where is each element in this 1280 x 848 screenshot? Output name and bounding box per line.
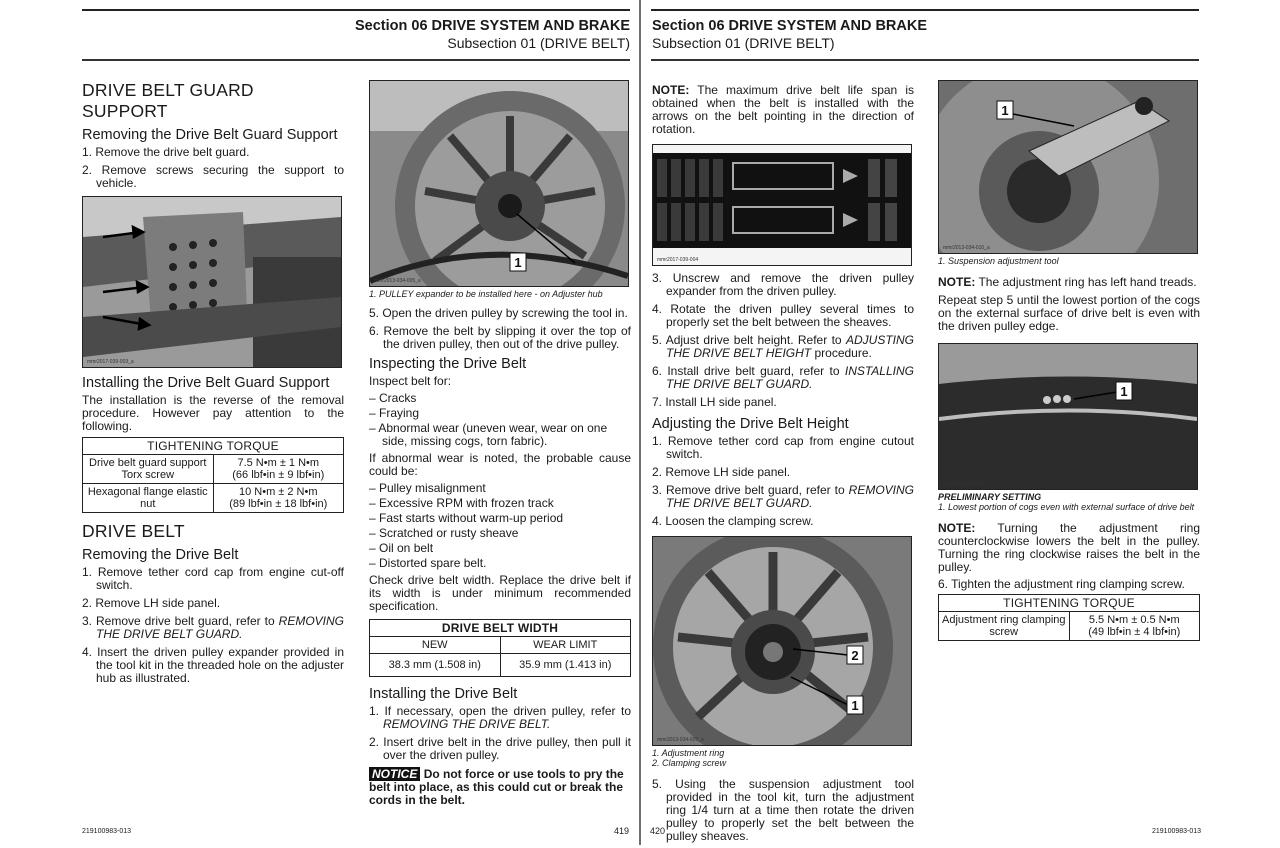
table-row — [83, 455, 344, 484]
heading-installing-guard-support: Installing the Drive Belt Guard Support — [82, 375, 330, 391]
footer-code: 219100983-013 — [1152, 828, 1202, 835]
header-bottom-rule — [651, 59, 1199, 61]
figure-code: mmr2017-039-004 — [657, 257, 699, 263]
section-title: Section 06 DRIVE SYSTEM AND BRAKE — [652, 18, 928, 34]
installing-text: The installation is the reverse of the removal procedure. However pay attention to the following. — [82, 393, 344, 433]
note: NOTE: Turning the adjustment ring counterclockwise lowers the belt in the pulley. Turning the ring clockwise raises the belt in the pulley. — [938, 521, 1200, 574]
step: 5. Open the driven pulley by screwing the tool in. — [369, 306, 628, 320]
section-title: Section 06 DRIVE SYSTEM AND BRAKE — [354, 18, 630, 34]
header-top-rule — [651, 9, 1199, 11]
left-page — [0, 0, 640, 845]
table-title: DRIVE BELT WIDTH — [370, 620, 631, 637]
callout-number: 1 — [514, 255, 522, 270]
inspect-list — [369, 392, 631, 448]
cause-list — [369, 482, 631, 570]
cross-reference-link[interactable]: REMOVING THE DRIVE BELT. — [383, 717, 551, 731]
table-cell: 35.9 mm (1.413 in) — [500, 654, 631, 677]
subsection-title: Subsection 01 (DRIVE BELT) — [652, 35, 835, 51]
step: 6. Remove the belt by slipping it over the top of the driven pulley, then out of the drive pulley. — [369, 324, 631, 351]
drive-belt-width-table — [369, 619, 631, 677]
right-page — [640, 0, 1280, 845]
tightening-torque-table — [938, 594, 1200, 641]
figure-guard-support-screws — [82, 196, 342, 368]
list-item: – Pulley misalignment — [369, 481, 486, 495]
figure-caption-title: PRELIMINARY SETTING — [938, 492, 1042, 502]
list-item: – Cracks — [369, 391, 417, 405]
figure-caption: 1. Adjustment ring — [652, 748, 725, 758]
cross-reference-link[interactable]: REMOVING THE DRIVE BELT GUARD. — [96, 614, 344, 641]
column-header: WEAR LIMIT — [500, 637, 631, 654]
right-column-1 — [652, 84, 914, 848]
step: 4. Loosen the clamping screw. — [652, 514, 814, 528]
figure-code: mmr2013-034-005_a — [374, 278, 421, 284]
figure-code: mmr2013-034-009_a — [657, 737, 704, 743]
step: 2. Insert drive belt in the drive pulley, then pull it over the driven pulley. — [369, 735, 631, 762]
torque-item: Drive belt guard support Torx screw — [83, 455, 214, 484]
step: 4. Rotate the driven pulley several times to properly set the belt between the sheaves. — [652, 302, 914, 329]
subsection-title: Subsection 01 (DRIVE BELT) — [447, 35, 630, 51]
step: 6. Tighten the adjustment ring clamping screw. — [938, 577, 1185, 591]
torque-item: Adjustment ring clamping screw — [939, 612, 1070, 641]
figure-caption: 1. PULLEY expander to be installed here - on Adjuster hub — [369, 289, 603, 299]
step: 2. Remove screws securing the support to vehicle. — [82, 163, 344, 190]
callout-number: 1 — [851, 698, 859, 713]
table-row — [370, 654, 631, 677]
table-title: TIGHTENING TORQUE — [83, 438, 344, 455]
step: 1. Remove tether cord cap from engine cutout switch. — [652, 434, 914, 461]
tightening-torque-table — [82, 437, 344, 513]
cross-reference-link[interactable]: REMOVING THE DRIVE BELT GUARD. — [666, 483, 914, 510]
callout-number: 1 — [1120, 384, 1128, 399]
heading-removing-guard-support: Removing the Drive Belt Guard Support — [82, 127, 338, 143]
table-cell: 38.3 mm (1.508 in) — [370, 654, 501, 677]
figure-caption: 1. Lowest portion of cogs even with external surface of drive belt — [938, 502, 1195, 512]
repeat-step-text: Repeat step 5 until the lowest portion of the cogs on the external surface of drive belt is even with the driven pulley edge. — [938, 293, 1200, 333]
cross-reference-link[interactable]: INSTALLING THE DRIVE BELT GUARD. — [666, 364, 914, 391]
header-top-rule — [82, 9, 630, 11]
step: 6. Install drive belt guard, refer to INSTALLING THE DRIVE BELT GUARD. — [652, 364, 914, 391]
heading-drive-belt: DRIVE BELT — [82, 521, 185, 541]
install-steps-continued — [652, 272, 914, 409]
figure-belt-rotation-arrows — [652, 144, 912, 266]
list-item: – Distorted spare belt. — [369, 556, 487, 570]
step: 7. Install LH side panel. — [652, 395, 777, 409]
list-item: – Excessive RPM with frozen track — [369, 496, 554, 510]
column-header: NEW — [370, 637, 501, 654]
table-row — [939, 612, 1200, 641]
list-item: – Fraying — [369, 406, 420, 420]
page-number: 419 — [614, 826, 630, 836]
list-item: – Oil on belt — [369, 541, 434, 555]
figure-suspension-tool — [938, 80, 1198, 254]
callout-number: 1 — [1001, 103, 1009, 118]
list-item: – Scratched or rusty sheave — [369, 526, 519, 540]
removing-belt-steps — [82, 566, 344, 685]
adjust-step-5 — [652, 778, 914, 843]
step: 3. Remove drive belt guard, refer to REMOVING THE DRIVE BELT GUARD. — [82, 614, 344, 641]
figure-preliminary-setting — [938, 343, 1198, 490]
right-column-2 — [938, 80, 1200, 647]
figure-adjustment-ring — [652, 536, 912, 746]
adjust-steps — [652, 435, 914, 528]
table-row — [83, 484, 344, 513]
notice-tag: NOTICE — [369, 767, 420, 781]
check-width-text: Check drive belt width. Replace the drive belt if its width is under minimum recommended specification. — [369, 573, 631, 613]
inspect-intro: Inspect belt for: — [369, 374, 452, 388]
step: 1. Remove the drive belt guard. — [82, 145, 250, 159]
torque-item: Hexagonal flange elastic nut — [83, 484, 214, 513]
torque-value: 7.5 N•m ± 1 N•m (66 lbf•in ± 9 lbf•in) — [213, 455, 344, 484]
list-item: – Fast starts without warm-up period — [369, 511, 564, 525]
adjust-step-6 — [938, 578, 1200, 591]
cross-reference-link[interactable]: ADJUSTING THE DRIVE BELT HEIGHT — [666, 333, 914, 360]
heading-installing-belt: Installing the Drive Belt — [369, 686, 518, 702]
left-column-1 — [82, 80, 344, 690]
removing-support-steps — [82, 146, 344, 190]
figure-code: mmr2012-006-005_a — [943, 481, 990, 487]
step: 4. Insert the driven pulley expander provided in the tool kit in the threaded hole on the adjuster hub as illustrated. — [82, 645, 344, 685]
step: 2. Remove LH side panel. — [652, 465, 791, 479]
callout-number: 2 — [851, 648, 859, 663]
heading-adjusting-belt-height: Adjusting the Drive Belt Height — [652, 416, 849, 432]
table-title: TIGHTENING TORQUE — [939, 595, 1200, 612]
figure-code: mmr2013-034-010_a — [943, 245, 990, 251]
note: NOTE: The adjustment ring has left hand treads. — [938, 275, 1197, 289]
open-pulley-steps — [369, 307, 631, 351]
step: 5. Using the suspension adjustment tool provided in the tool kit, turn the adjustment ring 1/4 turn at a time then rotate the driven pulley to properly set the belt between the pulley sheaves. — [652, 777, 914, 843]
figure-pulley-expander — [369, 80, 629, 287]
header-bottom-rule — [82, 59, 630, 61]
torque-value: 5.5 N•m ± 0.5 N•m (49 lbf•in ± 4 lbf•in) — [1069, 612, 1200, 641]
list-item: – Abnormal wear (uneven wear, wear on one side, missing cogs, torn fabric). — [369, 421, 608, 448]
heading-inspecting-belt: Inspecting the Drive Belt — [369, 356, 527, 372]
step: 1. Remove tether cord cap from engine cut-off switch. — [82, 565, 344, 592]
heading-removing-drive-belt: Removing the Drive Belt — [82, 547, 239, 563]
figure-code: mmr2017-039-003_a — [87, 359, 134, 365]
step: 5. Adjust drive belt height. Refer to ADJUSTING THE DRIVE BELT HEIGHT procedure. — [652, 333, 914, 360]
footer-code: 219100983-013 — [82, 828, 132, 835]
step: 1. If necessary, open the driven pulley, refer to REMOVING THE DRIVE BELT. — [369, 704, 631, 731]
figure-caption: 2. Clamping screw — [652, 758, 727, 768]
page-number: 420 — [650, 826, 666, 836]
notice-text: Do not force or use tools to pry the belt into place, as this could cut or break the cords in the belt. — [369, 767, 624, 807]
figure-caption: 1. Suspension adjustment tool — [938, 256, 1059, 266]
heading-drive-belt-guard-support: DRIVE BELT GUARD SUPPORT — [82, 80, 254, 121]
notice-block — [369, 768, 631, 807]
note: NOTE: The maximum drive belt life span is obtained when the belt is installed with the arrows on the belt pointing in the direction of rotation. — [652, 83, 914, 136]
step: 3. Remove drive belt guard, refer to REMOVING THE DRIVE BELT GUARD. — [652, 483, 914, 510]
step: 2. Remove LH side panel. — [82, 596, 221, 610]
torque-value: 10 N•m ± 2 N•m (89 lbf•in ± 18 lbf•in) — [213, 484, 344, 513]
install-belt-steps — [369, 705, 631, 762]
abnormal-wear-text: If abnormal wear is noted, the probable cause could be: — [369, 451, 631, 478]
left-column-2 — [369, 80, 631, 807]
step: 3. Unscrew and remove the driven pulley expander from the driven pulley. — [652, 271, 914, 298]
